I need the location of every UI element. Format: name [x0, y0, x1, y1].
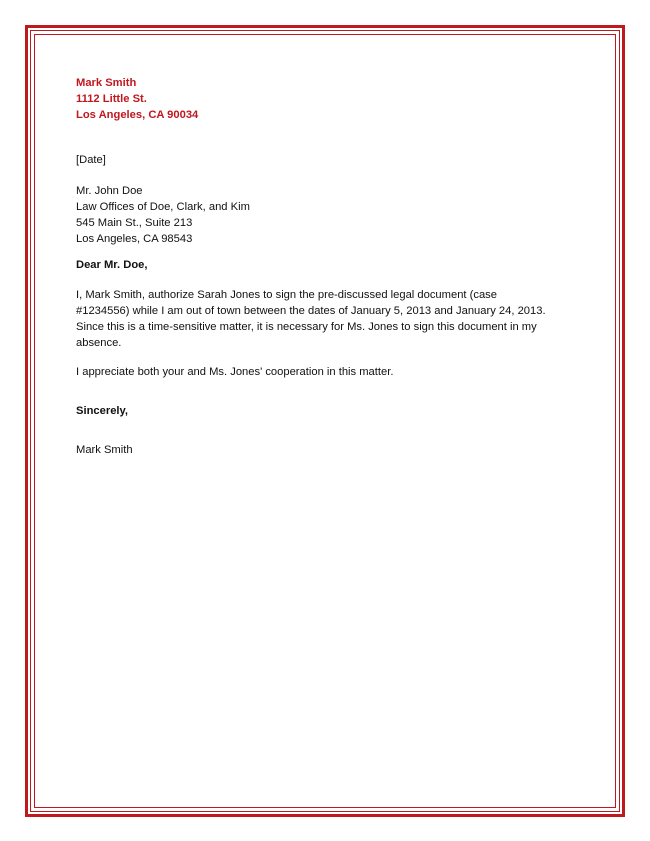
date-placeholder: [Date] [76, 154, 106, 167]
sender-name: Mark Smith [76, 77, 137, 89]
sender-street: 1112 Little St. [76, 92, 147, 105]
body-line: I, Mark Smith, authorize Sarah Jones to sign the pre-discussed legal document (case [76, 289, 497, 302]
body-paragraph-appreciation: I appreciate both your and Ms. Jones' cooperation in this matter. [76, 366, 394, 379]
letter-body [76, 76, 586, 459]
recipient-address-block [76, 184, 586, 247]
body-line: absence. [76, 336, 122, 349]
recipient-street: 545 Main St., Suite 213 [76, 216, 193, 229]
recipient-city: Los Angeles, CA 98543 [76, 232, 193, 245]
recipient-firm: Law Offices of Doe, Clark, and Kim [76, 200, 250, 213]
signature-name: Mark Smith [76, 443, 133, 456]
sender-address-block [76, 76, 586, 123]
recipient-name: Mr. John Doe [76, 185, 143, 198]
sender-city: Los Angeles, CA 90034 [76, 108, 199, 121]
salutation: Dear Mr. Doe, [76, 259, 148, 272]
body-line: Since this is a time-sensitive matter, it is necessary for Ms. Jones to sign this document in my [76, 320, 537, 333]
closing: Sincerely, [76, 405, 129, 418]
body-line: #1234556) while I am out of town between the dates of January 5, 2013 and January 24, 2013. [76, 304, 546, 317]
body-paragraph-authorization [76, 288, 586, 351]
